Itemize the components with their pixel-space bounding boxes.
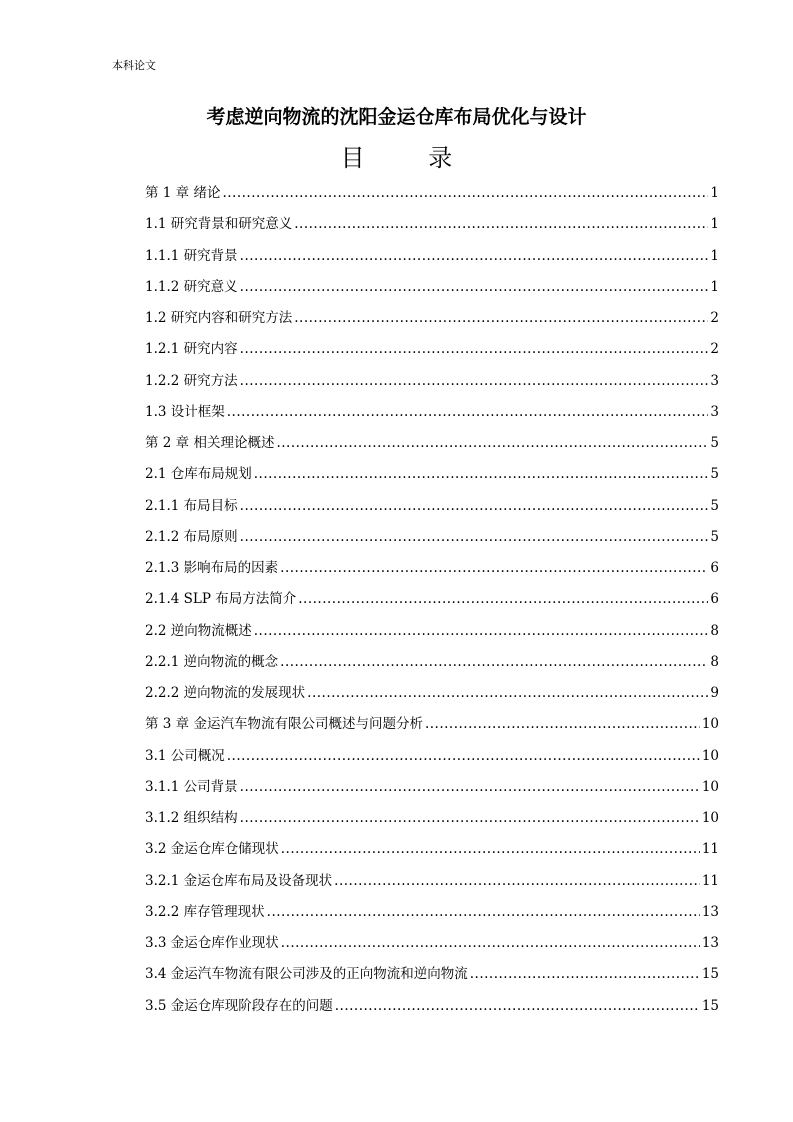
- toc-entry-page-number: 1: [710, 216, 719, 233]
- toc-entry-label: 3.2.1 金运仓库布局及设备现状: [145, 872, 333, 889]
- toc-entry-label: 第 1 章 绪论: [145, 185, 221, 201]
- toc-entry-label: 1.1 研究背景和研究意义: [145, 216, 293, 233]
- toc-entry-label: 2.2 逆向物流概述: [145, 622, 252, 639]
- toc-entry-label: 3.1 公司概况: [145, 747, 225, 764]
- toc-entry-page-number: 8: [710, 622, 719, 639]
- toc-entry[interactable]: [145, 933, 719, 953]
- toc-entry-page-number: 1: [710, 185, 719, 201]
- toc-entry-page-number: 10: [701, 747, 719, 764]
- toc-entry-label: 第 3 章 金运汽车物流有限公司概述与问题分析: [145, 716, 423, 733]
- toc-entry-page-number: 10: [701, 716, 719, 733]
- toc-entry[interactable]: [145, 839, 719, 859]
- toc-dot-leader: [240, 246, 709, 266]
- toc-entry[interactable]: [145, 683, 719, 703]
- toc-dot-leader: [281, 839, 700, 859]
- toc-dot-leader: [276, 433, 708, 453]
- toc-entry-label: 3.1.2 组织结构: [145, 810, 238, 826]
- toc-entry-page-number: 13: [701, 935, 719, 951]
- toc-entry-label: 1.2 研究内容和研究方法: [145, 310, 293, 326]
- toc-entry-page-number: 11: [701, 872, 719, 889]
- toc-entry[interactable]: [145, 871, 719, 891]
- toc-entry-page-number: 10: [701, 778, 719, 795]
- toc-entry-page-number: 3: [710, 403, 719, 420]
- toc-entry[interactable]: [145, 652, 719, 672]
- toc-dot-leader: [222, 183, 708, 203]
- toc-entry-page-number: 13: [701, 903, 719, 920]
- toc-entry-label: 1.2.2 研究方法: [145, 372, 238, 389]
- toc-entry[interactable]: [145, 308, 719, 328]
- toc-dot-leader: [240, 371, 709, 391]
- toc-entry-label: 3.3 金运仓库作业现状: [145, 935, 279, 951]
- toc-dot-leader: [227, 402, 709, 422]
- toc-dot-leader: [240, 339, 709, 359]
- toc-dot-leader: [281, 933, 700, 953]
- toc-dot-leader: [280, 652, 708, 672]
- toc-dot-leader: [240, 277, 709, 297]
- toc-entry[interactable]: [145, 808, 719, 828]
- toc-entry[interactable]: [145, 402, 719, 422]
- toc-entry-page-number: 5: [710, 466, 719, 483]
- toc-dot-leader: [294, 308, 708, 328]
- toc-entry[interactable]: [145, 746, 719, 766]
- toc-dot-leader: [294, 214, 708, 234]
- toc-entry[interactable]: [145, 964, 719, 984]
- toc-entry-page-number: 5: [710, 497, 719, 514]
- toc-entry-page-number: 6: [710, 560, 719, 576]
- toc-entry-page-number: 8: [710, 653, 719, 670]
- toc-dot-leader: [267, 902, 700, 922]
- toc-entry-label: 2.1.4 SLP 布局方法简介: [145, 591, 297, 608]
- toc-entry-page-number: 5: [710, 435, 719, 451]
- toc-entry-label: 3.1.1 公司背景: [145, 778, 238, 795]
- toc-entry[interactable]: [145, 183, 719, 203]
- toc-dot-leader: [254, 621, 709, 641]
- toc-entry[interactable]: [145, 277, 719, 297]
- toc-entry[interactable]: [145, 996, 719, 1016]
- toc-entry[interactable]: [145, 558, 719, 578]
- running-header: 本科论文: [112, 59, 156, 72]
- toc-dot-leader: [227, 746, 700, 766]
- toc-entry-label: 2.1.2 布局原则: [145, 528, 238, 545]
- toc-entry-page-number: 11: [701, 841, 719, 858]
- toc-entry-page-number: 1: [710, 247, 719, 264]
- toc-entry-label: 2.2.2 逆向物流的发展现状: [145, 685, 306, 701]
- toc-entry[interactable]: [145, 777, 719, 797]
- toc-dot-leader: [298, 589, 708, 609]
- toc-dot-leader: [240, 496, 709, 516]
- toc-entry-page-number: 15: [701, 997, 719, 1014]
- toc-entry[interactable]: [145, 496, 719, 516]
- toc-entry-label: 2.2.1 逆向物流的概念: [145, 653, 279, 670]
- toc-entry-page-number: 2: [710, 310, 719, 326]
- toc-entry[interactable]: [145, 589, 719, 609]
- toc-entry-page-number: 15: [701, 966, 719, 983]
- toc-entry-page-number: 6: [710, 591, 719, 608]
- toc-dot-leader: [334, 871, 700, 891]
- toc-entry[interactable]: [145, 339, 719, 359]
- toc-entry-label: 3.4 金运汽车物流有限公司涉及的正向物流和逆向物流: [145, 966, 468, 983]
- toc-entry-label: 3.2 金运仓库仓储现状: [145, 841, 279, 858]
- toc-entry[interactable]: [145, 433, 719, 453]
- toc-entry-label: 3.2.2 库存管理现状: [145, 903, 265, 920]
- toc-entry[interactable]: [145, 246, 719, 266]
- toc-entry[interactable]: [145, 527, 719, 547]
- toc-entry[interactable]: [145, 902, 719, 922]
- toc-dot-leader: [254, 464, 709, 484]
- toc-dot-leader: [335, 996, 700, 1016]
- toc-entry-page-number: 2: [710, 341, 719, 358]
- toc-dot-leader: [280, 558, 708, 578]
- toc-entry[interactable]: [145, 214, 719, 234]
- toc-entry-label: 第 2 章 相关理论概述: [145, 435, 275, 451]
- toc-entry-label: 2.1.1 布局目标: [145, 497, 238, 514]
- toc-dot-leader: [240, 777, 700, 797]
- toc-dot-leader: [240, 527, 709, 547]
- toc-entry-page-number: 10: [701, 810, 719, 826]
- toc-entry-label: 1.3 设计框架: [145, 403, 225, 420]
- toc-entry-page-number: 3: [710, 372, 719, 389]
- toc-entry[interactable]: [145, 464, 719, 484]
- toc-dot-leader: [240, 808, 700, 828]
- toc-entry-label: 1.1.1 研究背景: [145, 247, 238, 264]
- toc-entry-label: 3.5 金运仓库现阶段存在的问题: [145, 997, 333, 1014]
- toc-dot-leader: [307, 683, 708, 703]
- toc-entry-page-number: 5: [710, 528, 719, 545]
- document-title: 考虑逆向物流的沈阳金运仓库布局优化与设计: [206, 106, 587, 128]
- toc-entry-label: 1.2.1 研究内容: [145, 341, 238, 358]
- toc-entry-label: 2.1.3 影响布局的因素: [145, 560, 279, 576]
- toc-dot-leader: [470, 964, 700, 984]
- toc-entry-page-number: 1: [710, 278, 719, 295]
- toc-entry[interactable]: [145, 371, 719, 391]
- toc-entry[interactable]: [145, 714, 719, 734]
- toc-entry-label: 2.1 仓库布局规划: [145, 466, 252, 483]
- toc-heading: 目 录: [340, 144, 481, 172]
- toc-entry-label: 1.1.2 研究意义: [145, 278, 238, 295]
- toc-entry-page-number: 9: [710, 685, 719, 701]
- toc-entry[interactable]: [145, 621, 719, 641]
- toc-dot-leader: [425, 714, 700, 734]
